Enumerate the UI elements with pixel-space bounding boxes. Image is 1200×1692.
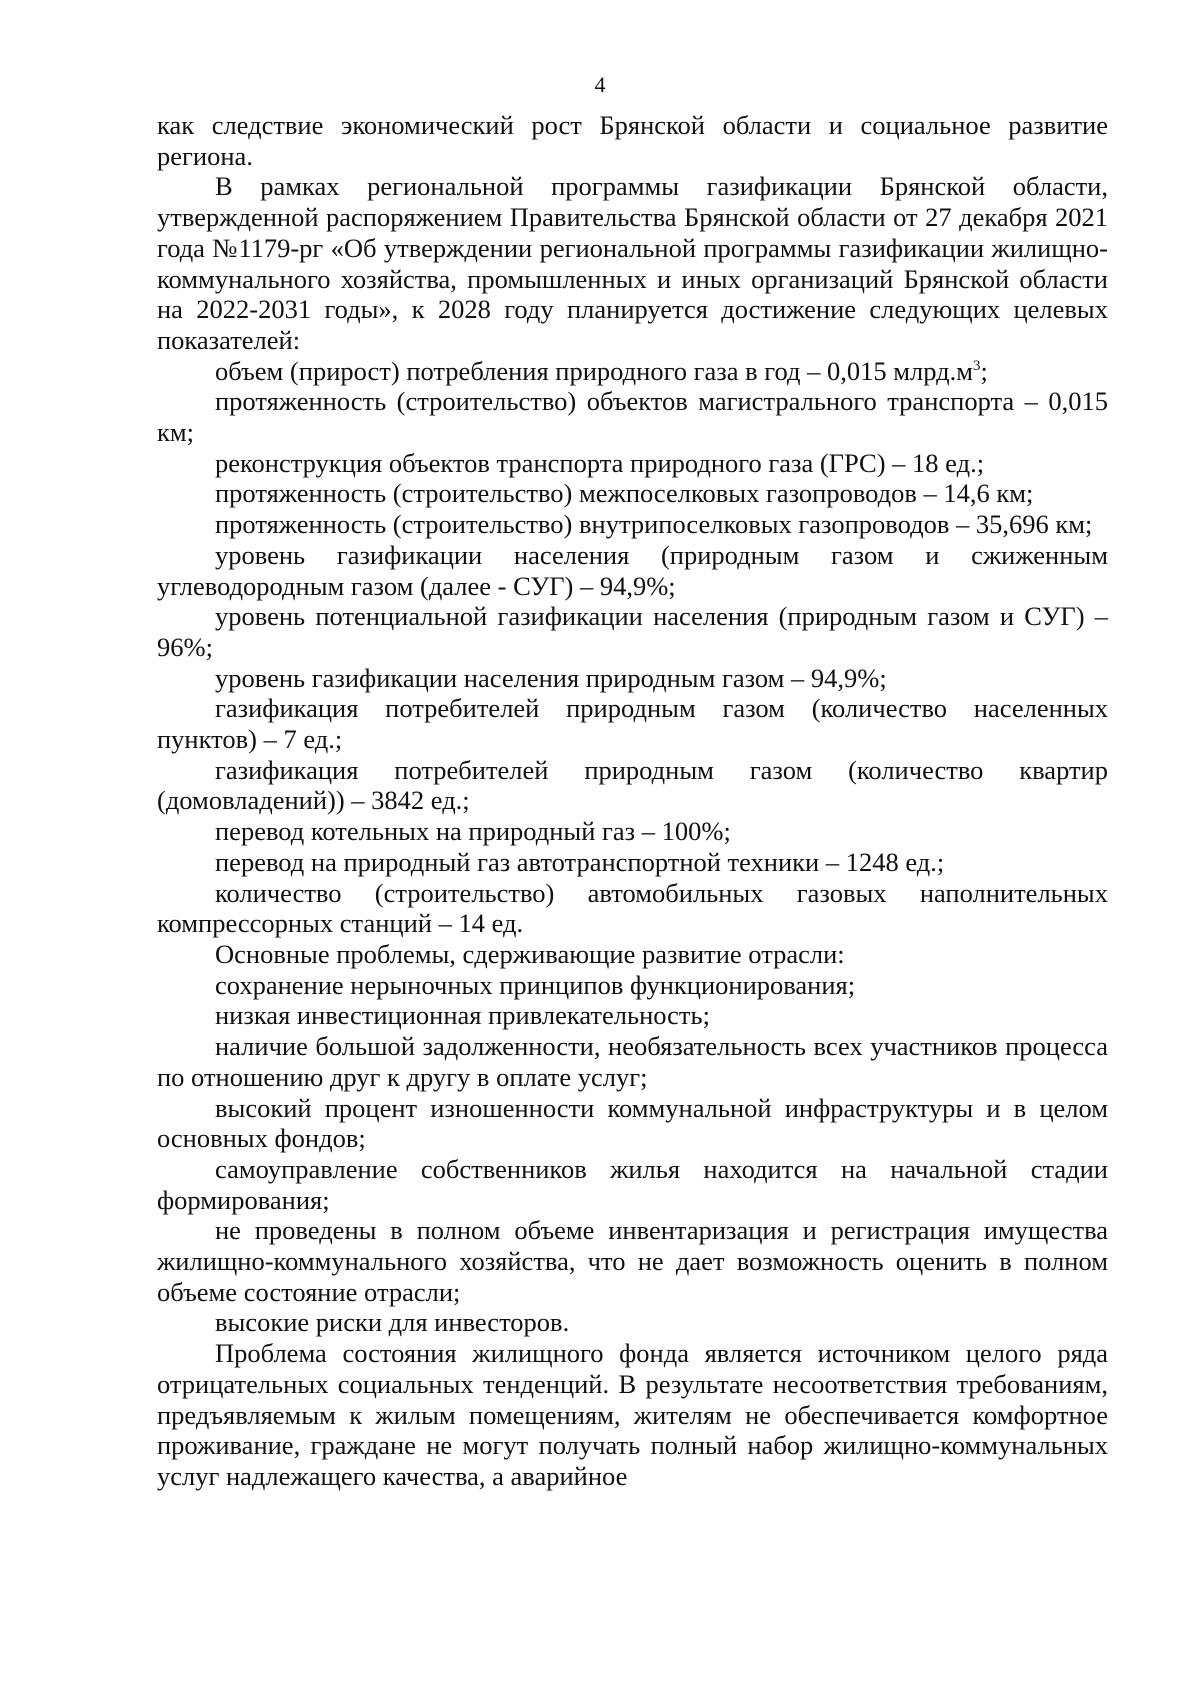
list-item: уровень газификации населения природным газом – 94,9%;	[215, 662, 887, 693]
document-body	[157, 110, 1108, 1492]
list-item: протяженность (строительство) объектов магистрального транспорта – 0,015 км;	[157, 386, 1108, 448]
list-item: объем (прирост) потребления природного газа в год – 0,015 $млрд.м^3$;	[215, 355, 988, 386]
paragraph: Проблема состояния жилищного фонда является источником целого ряда отрицательных социальных тенденций. В результате несоответствия требованиям, предъявляемым к жилым помещениям, жителям не обеспечивается комфортное проживание, граждане не могут получать полный набор жилищно-коммунальных услуг надлежащего качества, а аварийное	[157, 1338, 1108, 1491]
list-item: самоуправление собственников жилья находится на начальной стадии формирования;	[157, 1153, 1108, 1215]
list-item: наличие большой задолженности, необязательность всех участников процесса по отношению друг к другу в оплате услуг;	[157, 1031, 1108, 1092]
list-item: высокий процент изношенности коммунальной инфраструктуры и в целом основных фондов;	[157, 1092, 1108, 1154]
paragraph: В рамках региональной программы газификации Брянской области, утвержденной распоряжением Правительства Брянской области от 27 декабря 2021 года №1179-рг «Об утверждении региональной программы газификации жилищно-коммунального хозяйства, промышленных и иных организаций Брянской области на 2022-2031 годы», к 2028 году планируется достижение следующих целевых показателей:	[157, 171, 1108, 355]
list-item: газификация потребителей природным газом (количество населенных пунктов) – 7 ед.;	[157, 693, 1108, 755]
list-item: уровень газификации населения (природным газом и сжиженным углеводородным газом (далее - СУГ) – 94,9%;	[157, 539, 1108, 601]
list-item: перевод на природный газ автотранспортной техники – 1248 ед.;	[215, 846, 945, 877]
page-number: 4	[594, 72, 606, 97]
list-item: протяженность (строительство) межпоселковых газопроводов – 14,6 км;	[215, 478, 1034, 509]
list-item: сохранение нерыночных принципов функционирования;	[215, 969, 856, 1000]
list-item: реконструкция объектов транспорта природного газа (ГРС) – 18 ед.;	[215, 447, 985, 478]
list-item: низкая инвестиционная привлекательность;	[215, 1000, 710, 1031]
list-item: уровень потенциальной газификации населения (природным газом и СУГ) – 96%;	[157, 601, 1108, 662]
list-item: не проведены в полном объеме инвентаризация и регистрация имущества жилищно-коммунального хозяйства, что не дает возможность оценить в полном объеме состояние отрасли;	[157, 1215, 1108, 1307]
paragraph: Основные проблемы, сдерживающие развитие отрасли:	[215, 938, 845, 969]
list-item: газификация потребителей природным газом (количество квартир (домовладений)) – 3842 ед.;	[157, 754, 1108, 816]
list-item: количество (строительство) автомобильных газовых наполнительных компрессорных станций – 14 ед.	[157, 877, 1108, 939]
list-item: перевод котельных на природный газ – 100%;	[215, 816, 731, 847]
superscript: 3	[972, 357, 981, 374]
list-item: протяженность (строительство) внутрипоселковых газопроводов – 35,696 км;	[215, 509, 1093, 540]
list-item: высокие риски для инвесторов.	[215, 1307, 570, 1338]
paragraph: как следствие экономический рост Брянской области и социальное развитие региона.	[157, 110, 1108, 171]
